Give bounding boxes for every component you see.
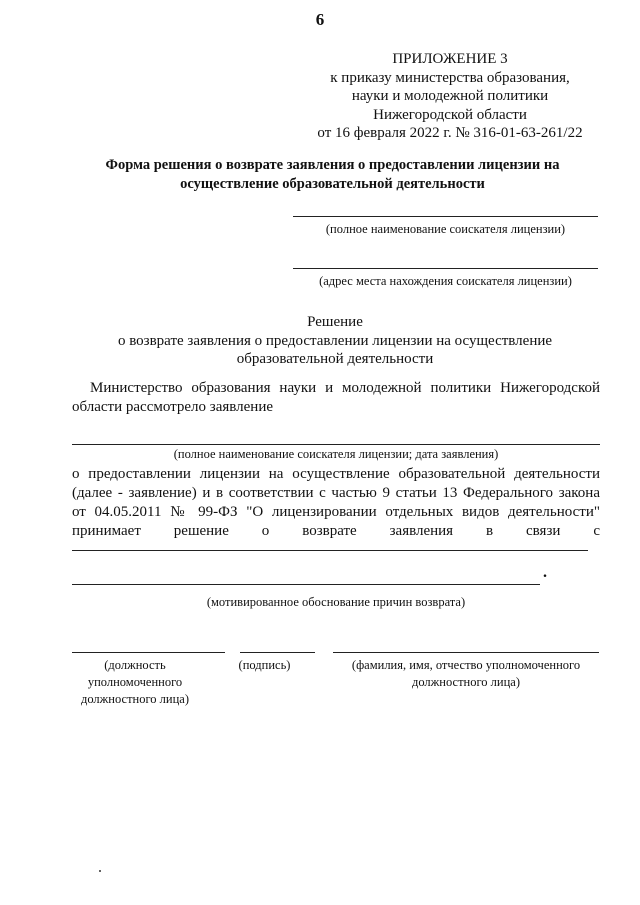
applicant-name-line	[293, 216, 598, 217]
reason-caption: (мотивированное обоснование причин возврата)	[206, 595, 466, 609]
appendix-line-3: Нижегородской области	[373, 106, 527, 123]
applicant-date-line	[72, 444, 600, 445]
full-name-caption-line-2: должностного лица)	[411, 675, 521, 689]
body-line-4: принимает решение о возврате заявления в связи с	[72, 523, 600, 539]
applicant-name-caption: (полное наименование соискателя лицензии)	[325, 222, 566, 236]
trailing-period: .	[543, 564, 547, 581]
signature-caption-text: (подпись)	[238, 658, 291, 672]
appendix-line-4: от 16 февраля 2022 г. № 316-01-63-261/22	[317, 125, 583, 141]
position-caption-line-2: уполномоченного	[87, 675, 183, 689]
decision-heading-block	[70, 313, 600, 369]
decision-body	[72, 465, 600, 541]
applicant-address-line	[293, 268, 598, 269]
intro-paragraph: Министерство образования науки и молодежной политики Нижегородской области рассмотрело заявление	[72, 380, 600, 415]
decision-subtitle-line-2: образовательной деятельности	[236, 351, 434, 367]
position-signature-line	[72, 652, 225, 653]
position-caption-line-1: (должность	[104, 658, 166, 672]
appendix-header	[300, 50, 600, 143]
body-line-3: от 04.05.2011 № 99-ФЗ "О лицензировании отдельных видов деятельности"	[72, 504, 600, 520]
appendix-line-1: к приказу министерства образования,	[330, 69, 570, 86]
appendix-title: ПРИЛОЖЕНИЕ 3	[392, 51, 508, 67]
body-line-2: (далее - заявление) и в соответствии с частью 9 статьи 13 Федерального закона	[72, 485, 600, 501]
form-title: Форма решения о возврате заявления о предоставлении лицензии на осуществление образовательной деятельности	[105, 157, 560, 192]
reason-line-1	[72, 550, 588, 551]
signature-line	[240, 652, 315, 653]
scan-speck	[99, 870, 101, 872]
position-caption	[55, 657, 215, 708]
full-name-caption	[333, 657, 599, 691]
reason-line-2	[72, 584, 540, 585]
decision-heading: Решение	[307, 314, 363, 330]
body-line-1: о предоставлении лицензии на осуществление образовательной деятельности	[72, 466, 600, 482]
decision-subtitle-line-1: о возврате заявления о предоставлении лицензии на осуществление	[117, 332, 553, 349]
full-name-caption-line-1: (фамилия, имя, отчество уполномоченного	[351, 658, 581, 672]
applicant-date-caption: (полное наименование соискателя лицензии; дата заявления)	[173, 447, 499, 461]
full-name-signature-line	[333, 652, 599, 653]
page-number: 6	[315, 10, 325, 29]
applicant-address-caption: (адрес места нахождения соискателя лицензии)	[319, 274, 572, 288]
position-caption-line-3: должностного лица)	[80, 692, 190, 706]
signature-caption	[222, 657, 307, 674]
appendix-line-2: науки и молодежной политики	[351, 88, 549, 104]
